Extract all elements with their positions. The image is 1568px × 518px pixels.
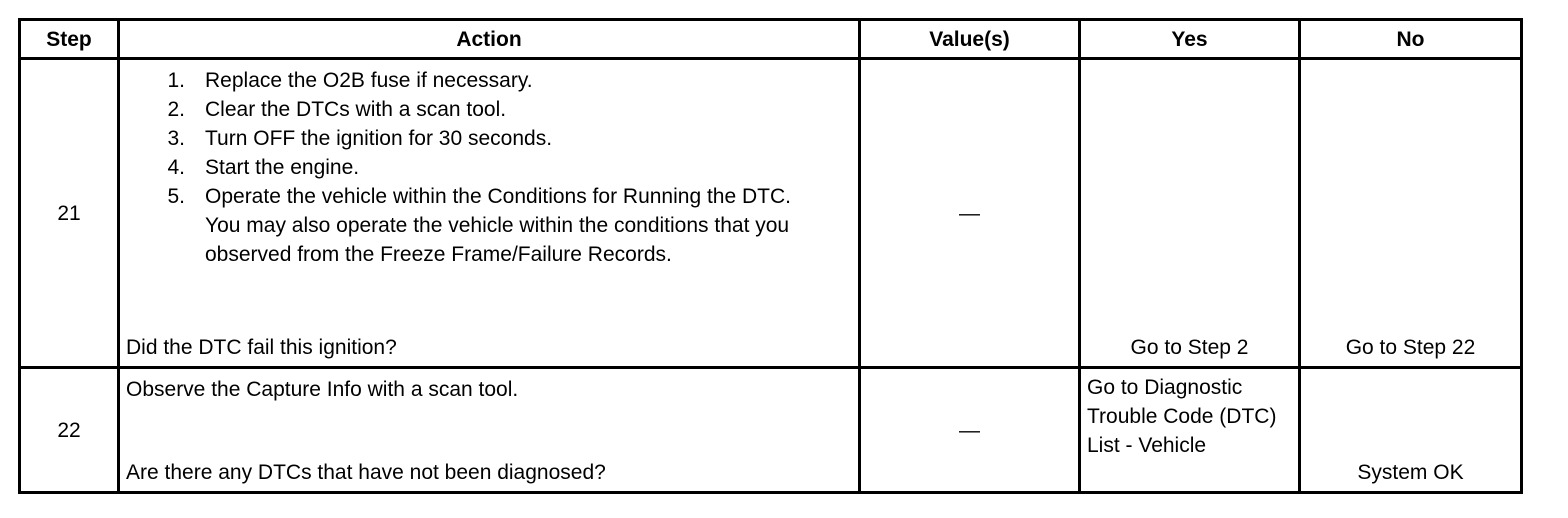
list-item-text: Turn OFF the ignition for 30 seconds. bbox=[205, 127, 553, 150]
no-cell bbox=[1300, 59, 1522, 368]
yes-cell bbox=[1080, 368, 1300, 493]
step-number: 21 bbox=[20, 59, 119, 368]
action-cell bbox=[119, 59, 860, 368]
table-row-step-22 bbox=[20, 368, 1522, 493]
action-text: Observe the Capture Info with a scan tool. bbox=[126, 378, 519, 401]
diagnostic-table bbox=[18, 18, 1523, 494]
action-question: Did the DTC fail this ignition? bbox=[126, 336, 397, 359]
yes-link-go-to-step-2[interactable]: Go to Step 2 bbox=[1130, 336, 1249, 359]
action-step-list bbox=[126, 66, 852, 269]
list-item bbox=[126, 124, 852, 153]
list-item-number: 2. bbox=[167, 98, 185, 121]
header-action: Action bbox=[119, 20, 860, 59]
action-cell bbox=[119, 368, 860, 493]
list-item-text: Operate the vehicle within the Conditions for Running the DTC. You may also operate the vehicle within the conditions that you observed from the Freeze Frame/Failure Records. bbox=[205, 185, 791, 266]
list-item-number: 4. bbox=[167, 156, 185, 179]
list-item-text: Clear the DTCs with a scan tool. bbox=[205, 98, 507, 121]
list-item-number: 1. bbox=[167, 69, 185, 92]
list-item bbox=[126, 153, 852, 182]
no-cell bbox=[1300, 368, 1522, 493]
table-row-step-21 bbox=[20, 59, 1522, 368]
list-item-number: 5. bbox=[167, 185, 185, 208]
no-result-system-ok: System OK bbox=[1357, 461, 1464, 484]
list-item bbox=[126, 66, 852, 95]
list-item-number: 3. bbox=[167, 127, 185, 150]
no-link-go-to-step-22[interactable]: Go to Step 22 bbox=[1345, 336, 1476, 359]
list-item-text: Start the engine. bbox=[205, 156, 360, 179]
value-cell: — bbox=[860, 59, 1080, 368]
step-number: 22 bbox=[20, 368, 119, 493]
value-cell: — bbox=[860, 368, 1080, 493]
yes-cell bbox=[1080, 59, 1300, 368]
list-item bbox=[126, 95, 852, 124]
action-question: Are there any DTCs that have not been diagnosed? bbox=[126, 461, 606, 484]
header-values: Value(s) bbox=[860, 20, 1080, 59]
list-item bbox=[126, 182, 852, 269]
header-yes: Yes bbox=[1080, 20, 1300, 59]
list-item-text: Replace the O2B fuse if necessary. bbox=[205, 69, 533, 92]
header-step: Step bbox=[20, 20, 119, 59]
header-no: No bbox=[1300, 20, 1522, 59]
yes-link-dtc-list[interactable]: Go to Diagnostic Trouble Code (DTC) List - Vehicle bbox=[1087, 376, 1277, 457]
header-row bbox=[20, 20, 1522, 59]
